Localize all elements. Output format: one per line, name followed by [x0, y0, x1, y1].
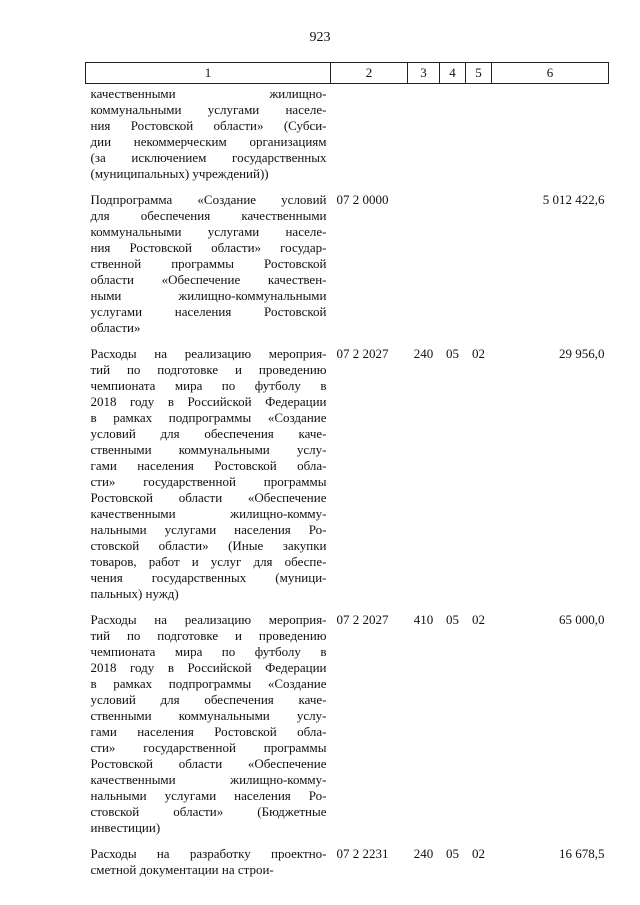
row-amount: 65 000,0 [559, 612, 605, 627]
description-line: ственными коммунальными услу- [90, 442, 327, 457]
header-col-2: 2 [331, 63, 408, 84]
row-subsection [466, 84, 492, 193]
row-subsection: 02 [472, 346, 485, 361]
description-line: условий для обеспечения каче- [90, 692, 327, 707]
row-amount: 5 012 422,6 [542, 192, 605, 207]
table-header [86, 63, 609, 84]
description-line: коммунальными услугами населе- [90, 102, 327, 117]
header-col-3: 3 [408, 63, 440, 84]
row-amount: 16 678,5 [559, 846, 605, 861]
description-line: ными жилищно-коммунальными [90, 288, 327, 303]
description-line: тий по подготовке и проведению [90, 628, 327, 643]
description-line: дии некоммерческим организациям [90, 134, 327, 149]
description-line: ственными коммунальными услу- [90, 708, 327, 723]
page-number: 923 [309, 30, 331, 45]
row-expense-type: 240 [413, 846, 434, 861]
description-line: стовской области» (Иные закупки [90, 538, 327, 553]
description-line: стовской области» (Бюджетные [90, 804, 327, 819]
table-row [86, 846, 609, 888]
description-line: качественными жилищно-комму- [90, 506, 327, 521]
table-row [86, 612, 609, 846]
description-line: коммунальными услугами населе- [90, 224, 327, 239]
row-section: 05 [446, 846, 459, 861]
description-line: гами населения Ростовской обла- [90, 458, 327, 473]
description-line: Расходы на реализацию мероприя- [90, 346, 327, 361]
row-expense-type [408, 192, 440, 346]
description-line: 2018 году в Российской Федерации [90, 660, 327, 675]
description-line: чения государственных (муници- [90, 570, 327, 585]
row-section [440, 84, 466, 193]
description-line: ния Ростовской области» государ- [90, 240, 327, 255]
header-col-4: 4 [440, 63, 466, 84]
row-amount: 29 956,0 [559, 346, 605, 361]
row-subsection: 02 [472, 612, 485, 627]
row-code: 07 2 0000 [336, 192, 389, 207]
description-line: нальными услугами населения Ро- [90, 788, 327, 803]
description-line: Ростовской области «Обеспечение [90, 490, 327, 505]
description-line: пальных) нужд) [90, 586, 179, 601]
description-line: (за исключением государственных [90, 150, 327, 165]
row-description [86, 846, 331, 888]
description-line: (муниципальных) учреждений)) [90, 166, 269, 181]
row-description [86, 612, 331, 846]
description-line: сти» государственной программы [90, 474, 327, 489]
row-section: 05 [446, 612, 459, 627]
description-line: условий для обеспечения каче- [90, 426, 327, 441]
row-expense-type [408, 84, 440, 193]
row-subsection [466, 192, 492, 346]
description-line: в рамках подпрограммы «Создание [90, 410, 327, 425]
description-line: качественными жилищно- [90, 86, 327, 101]
description-line: области» [90, 320, 141, 335]
header-col-1: 1 [86, 63, 331, 84]
table-body [86, 84, 609, 889]
budget-table [85, 62, 609, 888]
description-line: тий по подготовке и проведению [90, 362, 327, 377]
row-code: 07 2 2231 [336, 846, 389, 861]
description-line: ния Ростовской области» (Субси- [90, 118, 327, 133]
table-row [86, 84, 609, 193]
row-amount [492, 84, 609, 193]
table-row [86, 346, 609, 612]
row-description [86, 346, 331, 612]
description-line: чемпионата мира по футболу в [90, 378, 327, 393]
description-line: 2018 году в Российской Федерации [90, 394, 327, 409]
description-line: сти» государственной программы [90, 740, 327, 755]
description-line: для обеспечения качественными [90, 208, 327, 223]
description-line: Подпрограмма «Создание условий [90, 192, 327, 207]
description-line: товаров, работ и услуг для обеспе- [90, 554, 327, 569]
row-description [86, 84, 331, 193]
description-line: чемпионата мира по футболу в [90, 644, 327, 659]
description-line: нальными услугами населения Ро- [90, 522, 327, 537]
description-line: услугами населения Ростовской [90, 304, 327, 319]
row-code: 07 2 2027 [336, 346, 389, 361]
row-expense-type: 410 [413, 612, 434, 627]
table-row [86, 192, 609, 346]
description-line: качественными жилищно-комму- [90, 772, 327, 787]
description-line: области «Обеспечение качествен- [90, 272, 327, 287]
row-code: 07 2 2027 [336, 612, 389, 627]
row-expense-type: 240 [413, 346, 434, 361]
header-row [86, 63, 609, 84]
description-line: гами населения Ростовской обла- [90, 724, 327, 739]
description-line: Расходы на разработку проектно- [90, 846, 327, 861]
header-col-6: 6 [492, 63, 609, 84]
description-line: Расходы на реализацию мероприя- [90, 612, 327, 627]
description-line: инвестиции) [90, 820, 161, 835]
row-section: 05 [446, 346, 459, 361]
row-code [331, 84, 408, 193]
row-section [440, 192, 466, 346]
description-line: в рамках подпрограммы «Создание [90, 676, 327, 691]
row-subsection: 02 [472, 846, 485, 861]
description-line: Ростовской области «Обеспечение [90, 756, 327, 771]
header-col-5: 5 [466, 63, 492, 84]
description-line: ственной программы Ростовской [90, 256, 327, 271]
row-description [86, 192, 331, 346]
description-line: сметной документации на строи- [90, 862, 274, 877]
